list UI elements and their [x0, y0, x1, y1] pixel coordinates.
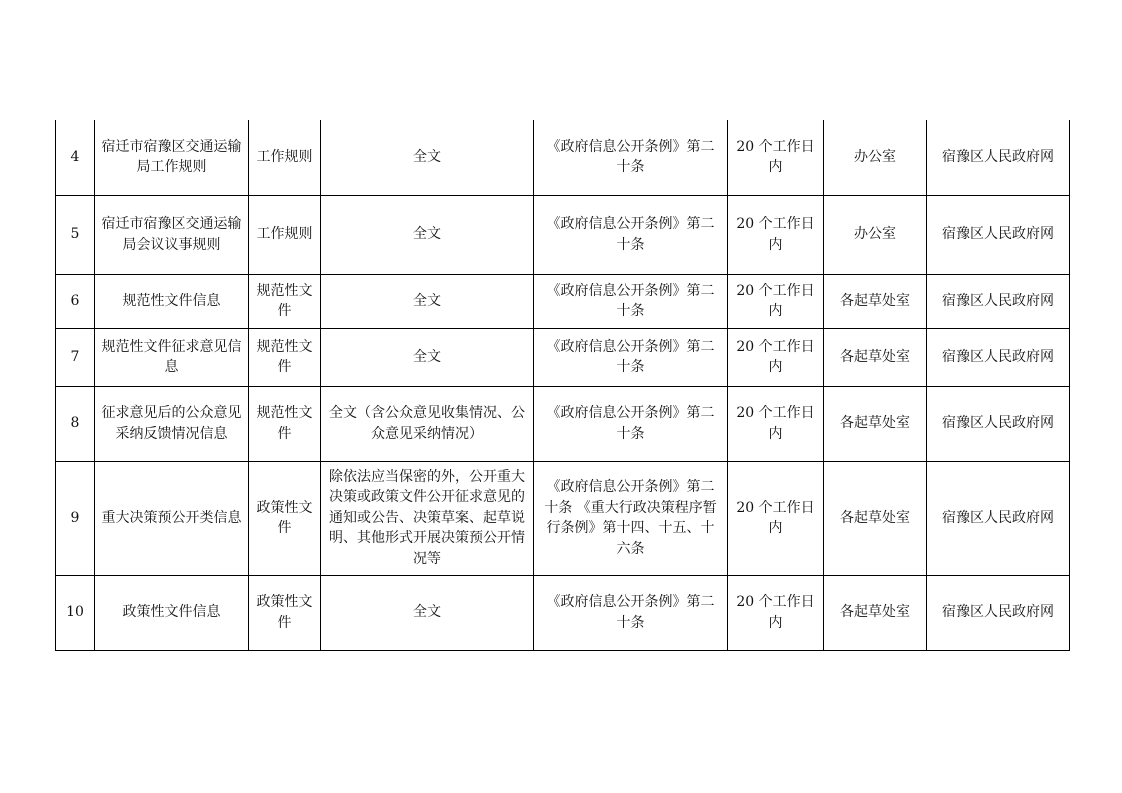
disclosure-channel: 宿豫区人民政府网 [927, 328, 1070, 386]
responsible-dept: 各起草处室 [824, 386, 927, 461]
disclosure-channel: 宿豫区人民政府网 [927, 274, 1070, 328]
item-name: 重大决策预公开类信息 [95, 461, 249, 575]
time-limit: 20 个工作日内 [728, 328, 824, 386]
time-limit: 20 个工作日内 [728, 274, 824, 328]
legal-basis: 《政府信息公开条例》第二十条 [534, 575, 728, 650]
time-limit: 20 个工作日内 [728, 195, 824, 274]
row-number: 6 [56, 274, 95, 328]
responsible-dept: 办公室 [824, 195, 927, 274]
item-name: 宿迁市宿豫区交通运输局会议议事规则 [95, 195, 249, 274]
time-limit: 20 个工作日内 [728, 120, 824, 195]
item-category: 工作规则 [249, 195, 321, 274]
table-row [56, 461, 1070, 575]
item-category: 规范性文件 [249, 274, 321, 328]
responsible-dept: 各起草处室 [824, 328, 927, 386]
item-category: 规范性文件 [249, 386, 321, 461]
item-category: 工作规则 [249, 120, 321, 195]
table-row [56, 274, 1070, 328]
item-category: 政策性文件 [249, 461, 321, 575]
legal-basis: 《政府信息公开条例》第二十条 《重大行政决策程序暂行条例》第十四、十五、十六条 [534, 461, 728, 575]
item-name: 政策性文件信息 [95, 575, 249, 650]
item-name: 规范性文件信息 [95, 274, 249, 328]
disclosure-channel: 宿豫区人民政府网 [927, 575, 1070, 650]
item-category: 政策性文件 [249, 575, 321, 650]
legal-basis: 《政府信息公开条例》第二十条 [534, 120, 728, 195]
legal-basis: 《政府信息公开条例》第二十条 [534, 274, 728, 328]
item-category: 规范性文件 [249, 328, 321, 386]
disclosure-content: 除依法应当保密的外，公开重大决策或政策文件公开征求意见的通知或公告、决策草案、起草说明、其他形式开展决策预公开情况等 [321, 461, 534, 575]
row-number: 8 [56, 386, 95, 461]
responsible-dept: 各起草处室 [824, 461, 927, 575]
time-limit: 20 个工作日内 [728, 386, 824, 461]
table-row [56, 328, 1070, 386]
disclosure-channel: 宿豫区人民政府网 [927, 195, 1070, 274]
responsible-dept: 各起草处室 [824, 274, 927, 328]
responsible-dept: 各起草处室 [824, 575, 927, 650]
disclosure-content: 全文 [321, 328, 534, 386]
disclosure-channel: 宿豫区人民政府网 [927, 386, 1070, 461]
disclosure-channel: 宿豫区人民政府网 [927, 461, 1070, 575]
disclosure-content: 全文 [321, 575, 534, 650]
disclosure-content: 全文 [321, 274, 534, 328]
table-row [56, 120, 1070, 195]
row-number: 5 [56, 195, 95, 274]
item-name: 宿迁市宿豫区交通运输局工作规则 [95, 120, 249, 195]
time-limit: 20 个工作日内 [728, 575, 824, 650]
legal-basis: 《政府信息公开条例》第二十条 [534, 328, 728, 386]
legal-basis: 《政府信息公开条例》第二十条 [534, 386, 728, 461]
row-number: 9 [56, 461, 95, 575]
disclosure-channel: 宿豫区人民政府网 [927, 120, 1070, 195]
disclosure-content: 全文 [321, 195, 534, 274]
item-name: 规范性文件征求意见信息 [95, 328, 249, 386]
disclosure-content: 全文（含公众意见收集情况、公众意见采纳情况） [321, 386, 534, 461]
legal-basis: 《政府信息公开条例》第二十条 [534, 195, 728, 274]
table-row [56, 195, 1070, 274]
table-row [56, 575, 1070, 650]
row-number: 10 [56, 575, 95, 650]
row-number: 4 [56, 120, 95, 195]
time-limit: 20 个工作日内 [728, 461, 824, 575]
responsible-dept: 办公室 [824, 120, 927, 195]
disclosure-table [55, 120, 1070, 651]
row-number: 7 [56, 328, 95, 386]
table-row [56, 386, 1070, 461]
item-name: 征求意见后的公众意见采纳反馈情况信息 [95, 386, 249, 461]
disclosure-content: 全文 [321, 120, 534, 195]
